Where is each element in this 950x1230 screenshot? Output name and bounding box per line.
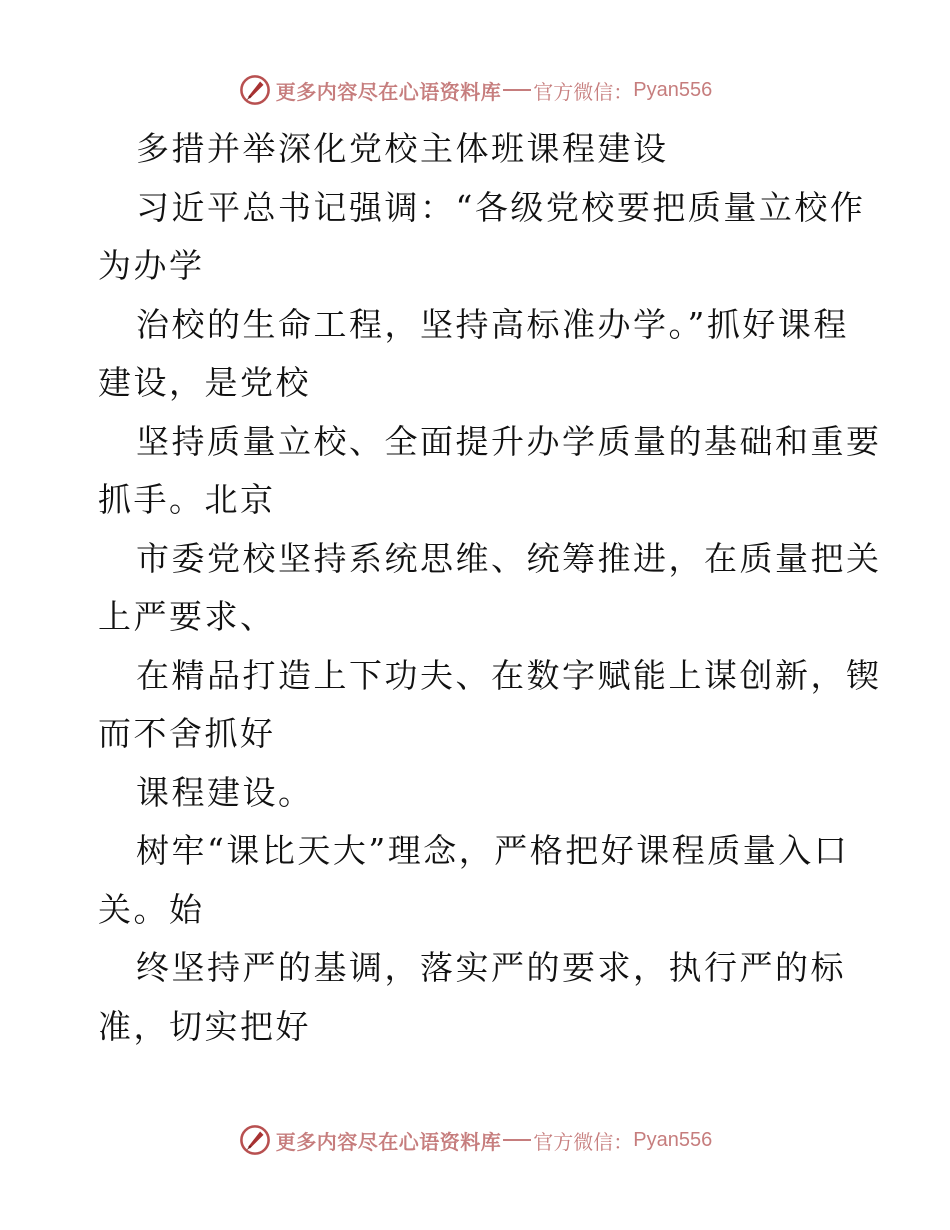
paragraph-line: 终坚持严的基调，落实严的要求，执行严的标: [136, 948, 846, 987]
header-dash: [503, 89, 531, 91]
footer-wechat-label: 官方微信：: [533, 1129, 634, 1154]
header-banner: [0, 70, 950, 110]
paragraph-line: 建设，是党校: [98, 363, 311, 402]
paragraph-line: 为办学: [98, 246, 205, 285]
paragraph-line: 在精品打造上下功夫、在数字赋能上谋创新，锲: [136, 655, 882, 695]
footer-banner: [0, 1120, 950, 1160]
paragraph-line: 关。始: [98, 889, 205, 929]
paragraph-line: 准，切实把好: [98, 1006, 311, 1046]
header-wechat-label: 官方微信：: [533, 79, 634, 104]
pen-nib-logo-icon: [238, 73, 272, 107]
footer-promo-text: 更多内容尽在心语资料库: [275, 1129, 502, 1154]
paragraph-line: 坚持质量立校、全面提升办学质量的基础和重要: [136, 421, 882, 461]
paragraph-line: 课程建设。: [136, 772, 314, 812]
footer-wechat-id: Pyan556: [633, 1128, 713, 1151]
document-title: 多措并举深化党校主体班课程建设: [136, 129, 669, 168]
header-wechat-id: Pyan556: [633, 78, 713, 101]
pen-nib-logo-icon: [238, 1123, 272, 1157]
paragraph-line: 习近平总书记强调：“各级党校要把质量立校作: [136, 187, 866, 227]
paragraph-line: 抓手。北京: [98, 480, 276, 519]
header-promo-text: 更多内容尽在心语资料库: [275, 79, 502, 104]
paragraph-line: 树牢“课比天大”理念，严格把好课程质量入口: [136, 831, 850, 870]
document-body: [98, 120, 882, 1056]
footer-dash: [503, 1139, 531, 1141]
paragraph-line: 治校的生命工程，坚持高标准办学。”抓好课程: [136, 304, 849, 344]
paragraph-line: 市委党校坚持系统思维、统筹推进，在质量把关: [136, 538, 882, 578]
paragraph-line: 上严要求、: [98, 597, 276, 636]
paragraph-line: 而不舍抓好: [98, 714, 276, 753]
